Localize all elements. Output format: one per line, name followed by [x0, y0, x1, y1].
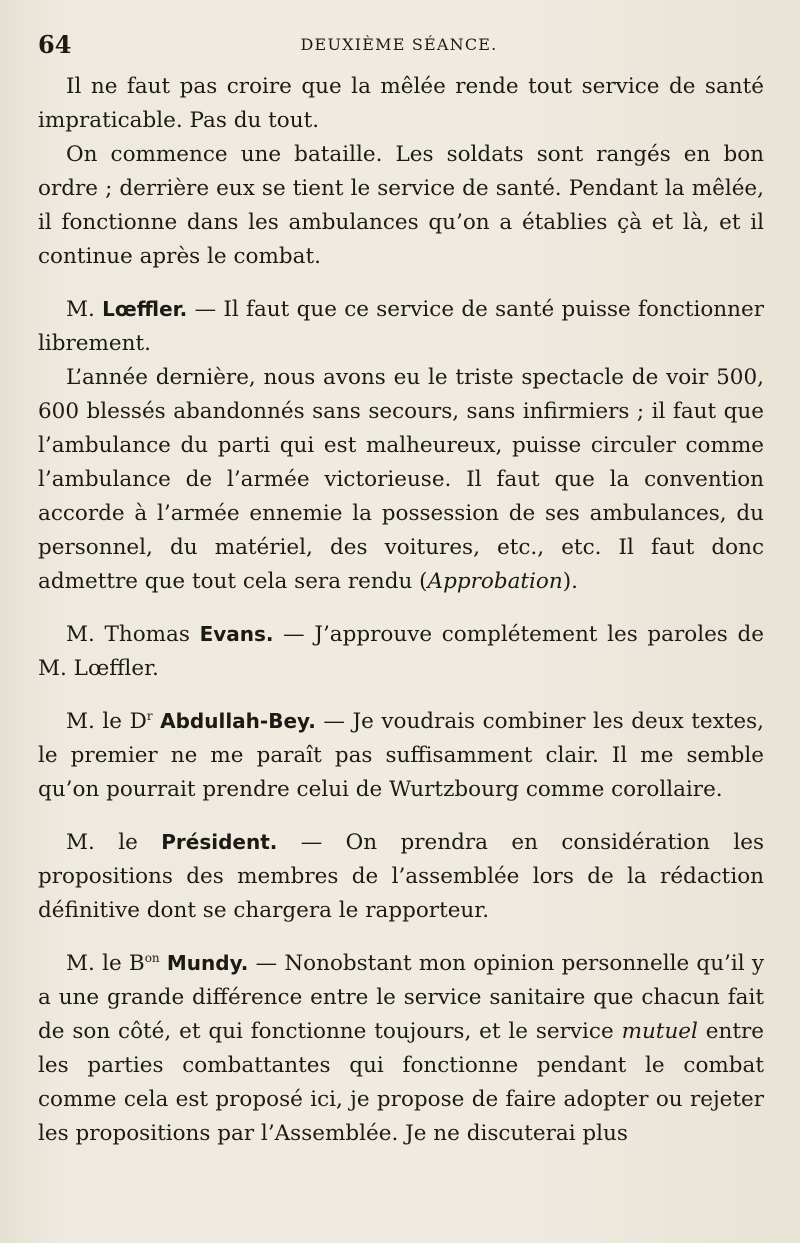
paragraph-president: [38, 825, 764, 928]
paragraph-4: [38, 361, 764, 599]
paragraph-text: L’année dernière, nous avons eu le triste spectacle de voir 500, 600 blessés abandonnés sans secours, sans infirmiers ; il faut que l’ambulance du parti qui est malheureux, puisse circuler comme l’ambulance de l’armée victorieuse. Il faut que la convention accorde à l’armée ennemie la possession de ses ambulances, du personnel, du matériel, des voitures, etc., etc. Il faut donc admettre que tout cela sera rendu (: [38, 365, 764, 594]
speech-text: — J’approuve complétement les paroles de M. Lœffler.: [38, 622, 764, 681]
paragraph-mundy: [38, 946, 764, 1151]
page-number: 64: [38, 30, 72, 59]
speaker-title-sup: r: [146, 708, 153, 723]
speech-text-continued: entre les parties combattantes qui fonctionne pendant le combat comme cela est proposé ici, je propose de faire adopter ou rejeter les propositions par l’Assemblée. Je ne discuterai plus: [38, 1019, 764, 1146]
speaker-name: Abdullah-Bey.: [160, 709, 316, 733]
approbation-italic: Approbation: [427, 569, 563, 594]
paragraph-1: Il ne faut pas croire que la mêlée rende tout service de santé impraticable. Pas du tout.: [38, 74, 764, 133]
speaker-name: Mundy.: [166, 951, 249, 975]
page-header: [38, 30, 760, 60]
speech-text: — Nonobstant mon opinion personnelle qu’il y a une grande différence entre le service sanitaire que chacun fait de son côté, et qui fonctionne toujours, et le service: [38, 951, 764, 1044]
speaker-prefix: M. le: [66, 830, 138, 855]
running-title: DEUXIÈME SÉANCE.: [300, 35, 498, 54]
speech-text: — Il faut que ce service de santé puisse fonctionner librement.: [38, 297, 764, 356]
speaker-prefix: M.: [66, 297, 95, 322]
page-body: [38, 70, 764, 1151]
paragraph-abdullah-bey: [38, 704, 764, 807]
paragraph-end: ).: [562, 569, 578, 594]
speaker-name: Evans.: [199, 622, 274, 646]
speech-text: — On prendra en considération les propositions des membres de l’assemblée lors de la rédaction définitive dont se chargera le rapporteur.: [38, 830, 764, 923]
speaker-name: Lœffler.: [102, 297, 188, 321]
paragraph-loeffler: [38, 292, 764, 361]
speech-text: — Je voudrais combiner les deux textes, le premier ne me paraît pas suffisamment clair. Il me semble qu’on pourrait prendre celui de Wurtzbourg comme corollaire.: [38, 709, 764, 802]
speaker-title-sup: on: [144, 950, 160, 965]
speaker-prefix: M. le B: [66, 951, 145, 976]
speaker-name: Président.: [161, 830, 278, 854]
speaker-prefix: M. Thomas: [66, 622, 190, 647]
paragraph-evans: [38, 617, 764, 686]
paragraph-2: On commence une bataille. Les soldats sont rangés en bon ordre ; derrière eux se tient le service de santé. Pendant la mêlée, il fonctionne dans les ambulances qu’on a établies çà et là, et il continue après le combat.: [38, 142, 764, 269]
mutuel-italic: mutuel: [621, 1019, 698, 1044]
speaker-prefix: M. le D: [66, 709, 147, 734]
